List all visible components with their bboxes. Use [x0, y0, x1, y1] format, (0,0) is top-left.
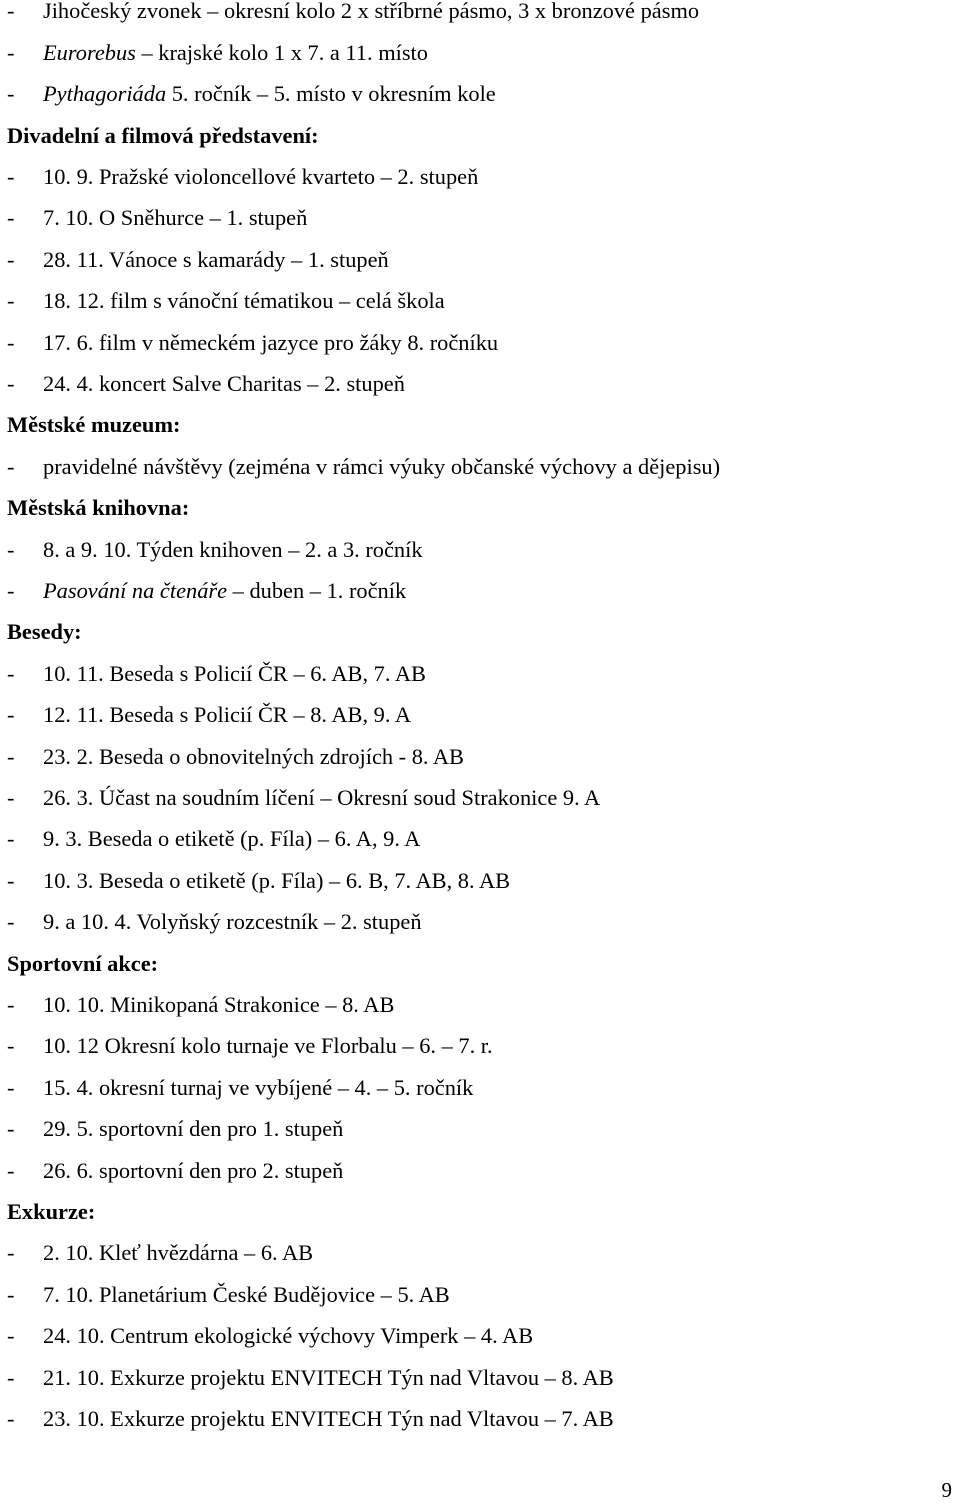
list-bullet: - [7, 577, 15, 603]
text-run: 24. 4. koncert Salve Charitas – 2. stupeň [43, 370, 405, 396]
list-item-text [43, 1150, 343, 1191]
list-item-text [43, 818, 420, 859]
text-run: 5. ročník – 5. místo v okresním kole [166, 81, 496, 107]
text-run: 29. 5. sportovní den pro 1. stupeň [43, 1116, 344, 1142]
list-bullet: - [7, 536, 15, 562]
list-bullet: - [7, 1405, 15, 1431]
list-bullet: - [7, 0, 15, 24]
list-item-text [43, 1232, 313, 1273]
text-run: 26. 6. sportovní den pro 2. stupeň [43, 1157, 344, 1183]
list-item-text [43, 280, 445, 321]
list-item-text [43, 322, 498, 363]
text-run: 7. 10. O Sněhurce – 1. stupeň [43, 205, 308, 231]
list-bullet: - [7, 1281, 15, 1307]
text-run: Jihočeský zvonek – okresní kolo 2 x stříbrné pásmo, 3 x bronzové pásmo [43, 0, 700, 24]
list-item-text [43, 1315, 533, 1356]
list-item-text [43, 984, 394, 1025]
page-number: 9 [941, 1478, 952, 1502]
list-bullet: - [7, 246, 15, 272]
list-bullet: - [7, 1074, 15, 1100]
text-run: – duben – 1. ročník [227, 577, 407, 603]
italic-text: Pythagoriáda [43, 81, 167, 107]
text-run: 10. 11. Beseda s Policií ČR – 6. AB, 7. AB [43, 660, 426, 686]
list-item-text [43, 901, 422, 942]
italic-text: Pasování na čtenáře [43, 577, 228, 603]
list-item-text [43, 197, 307, 238]
text-run: 26. 3. Účast na soudním líčení – Okresní soud Strakonice 9. A [43, 784, 601, 810]
list-item-text [43, 0, 699, 32]
list-item-text [43, 1108, 343, 1149]
section-heading: Divadelní a filmová představení: [7, 122, 319, 148]
list-bullet: - [7, 329, 15, 355]
section-heading: Besedy: [7, 619, 82, 645]
text-run: 7. 10. Planetárium České Budějovice – 5. AB [43, 1281, 450, 1307]
text-run: 2. 10. Kleť hvězdárna – 6. AB [43, 1240, 314, 1266]
text-run: 24. 10. Centrum ekologické výchovy Vimperk – 4. AB [43, 1323, 534, 1349]
list-item-text [43, 1357, 614, 1398]
list-bullet: - [7, 1323, 15, 1349]
list-item-text [43, 1274, 450, 1315]
list-item-text [43, 860, 510, 901]
list-bullet: - [7, 453, 15, 479]
list-item-text [43, 32, 428, 73]
list-bullet: - [7, 39, 15, 65]
list-item-text [43, 156, 478, 197]
text-run: 10. 3. Beseda o etiketě (p. Fíla) – 6. B, 7. AB, 8. AB [43, 867, 511, 893]
list-item-text [43, 446, 720, 487]
list-bullet: - [7, 991, 15, 1017]
list-bullet: - [7, 370, 15, 396]
list-bullet: - [7, 1364, 15, 1390]
list-item-text [43, 239, 389, 280]
text-run: 23. 10. Exkurze projektu ENVITECH Týn nad Vltavou – 7. AB [43, 1405, 614, 1431]
text-run: – krajské kolo 1 x 7. a 11. místo [135, 39, 428, 65]
text-run: 10. 12 Okresní kolo turnaje ve Florbalu – 6. – 7. r. [43, 1033, 493, 1059]
list-bullet: - [7, 205, 15, 231]
list-item-text [43, 73, 496, 114]
list-item-text [43, 1398, 614, 1439]
list-item-text [43, 529, 423, 570]
text-run: 15. 4. okresní turnaj ve vybíjené – 4. – 5. ročník [43, 1074, 474, 1100]
text-run: 10. 10. Minikopaná Strakonice – 8. AB [43, 991, 395, 1017]
text-run: 12. 11. Beseda s Policií ČR – 8. AB, 9. A [43, 702, 412, 728]
list-bullet: - [7, 784, 15, 810]
text-run: 10. 9. Pražské violoncellové kvarteto – 2. stupeň [43, 163, 479, 189]
section-heading: Městská knihovna: [7, 495, 190, 521]
list-item-text [43, 1025, 493, 1066]
list-bullet: - [7, 1240, 15, 1266]
list-item-text [43, 736, 464, 777]
italic-text: Eurorebus [43, 39, 136, 65]
list-bullet: - [7, 288, 15, 314]
list-bullet: - [7, 909, 15, 935]
list-bullet: - [7, 1116, 15, 1142]
list-item-text [43, 694, 411, 735]
text-run: 9. 3. Beseda o etiketě (p. Fíla) – 6. A, 9. A [43, 826, 421, 852]
text-run: 9. a 10. 4. Volyňský rozcestník – 2. stupeň [43, 909, 422, 935]
text-run: pravidelné návštěvy (zejména v rámci výuky občanské výchovy a dějepisu) [43, 453, 721, 479]
list-bullet: - [7, 163, 15, 189]
list-bullet: - [7, 1033, 15, 1059]
list-item-text [43, 777, 600, 818]
section-heading: Městské muzeum: [7, 412, 181, 438]
text-run: 23. 2. Beseda o obnovitelných zdrojích - 8. AB [43, 743, 464, 769]
list-item-text [43, 570, 406, 611]
text-run: 18. 12. film s vánoční tématikou – celá škola [43, 288, 445, 314]
list-bullet: - [7, 702, 15, 728]
section-heading: Exkurze: [7, 1198, 96, 1224]
list-bullet: - [7, 743, 15, 769]
text-run: 17. 6. film v německém jazyce pro žáky 8. ročníku [43, 329, 499, 355]
list-bullet: - [7, 81, 15, 107]
list-bullet: - [7, 826, 15, 852]
list-bullet: - [7, 1157, 15, 1183]
text-run: 8. a 9. 10. Týden knihoven – 2. a 3. ročník [43, 536, 423, 562]
list-item-text [43, 363, 405, 404]
section-heading: Sportovní akce: [7, 950, 159, 976]
list-item-text [43, 1067, 473, 1108]
list-bullet: - [7, 867, 15, 893]
list-item-text [43, 653, 426, 694]
text-run: 21. 10. Exkurze projektu ENVITECH Týn nad Vltavou – 8. AB [43, 1364, 614, 1390]
list-bullet: - [7, 660, 15, 686]
text-run: 28. 11. Vánoce s kamarády – 1. stupeň [43, 246, 389, 272]
